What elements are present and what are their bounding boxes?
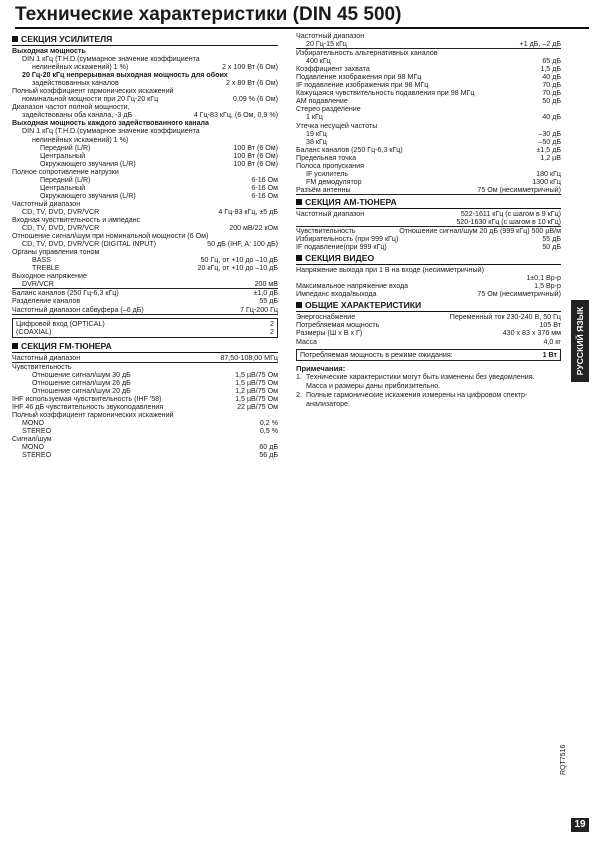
spec-value: 4 Гц-83 кГц, ±5 дБ (218, 207, 278, 216)
spec-row (12, 443, 278, 451)
spec-value: 6-16 Ом (251, 175, 278, 184)
note-item (296, 391, 561, 409)
spec-label: Отношение сигнал/шум 30 дБ (32, 370, 131, 379)
spec-row (12, 240, 278, 248)
spec-row (12, 272, 278, 280)
spec-value: 100 Вт (6 Ом) (233, 151, 278, 160)
spec-value: 87,50-108,00 МГц (220, 353, 278, 362)
spec-label: Передний (L/R) (40, 143, 91, 152)
spec-row (12, 403, 278, 411)
spec-label: Частотный диапазон (12, 199, 81, 208)
spec-label: задействованы оба канала, -3 дБ (22, 111, 133, 120)
spec-label: DIN 1 кГц (T.H.D.(суммарное значение коэффициента (22, 55, 200, 64)
spec-value: 180 кГц (536, 169, 561, 178)
spec-row (296, 162, 561, 170)
spec-value: 40 дБ (542, 73, 561, 82)
spec-label: Избирательность (при 999 кГц) (296, 235, 399, 244)
spec-label: Энергоснабжение (296, 313, 356, 322)
spec-label: 20 Гц-15 кГц (306, 40, 347, 49)
spec-row (12, 216, 278, 224)
spec-row (296, 321, 561, 329)
spec-value: 0,5 % (259, 427, 278, 436)
standby-power-label: Потребляемая мощность в режиме ожидания: (300, 350, 453, 359)
spec-label: Окружающего звучания (L/R) (40, 159, 136, 168)
general-spec-list (296, 313, 561, 345)
spec-label: Входная чувствительность и импеданс (12, 215, 141, 224)
page-title: Технические характеристики (DIN 45 500) (15, 4, 589, 29)
section-heading-amplifier: СЕКЦИЯ УСИЛИТЕЛЯ (12, 34, 278, 46)
section-heading-fm-tuner: СЕКЦИЯ FM-ТЮНЕРА (12, 341, 278, 353)
spec-row (296, 40, 561, 49)
spec-value: 4 Гц-83 кГц, (6 Ом, 0,9 %) (193, 111, 278, 120)
spec-value: 1,5 µВ/75 Ом (235, 394, 278, 403)
spec-row (12, 280, 278, 289)
spec-row (12, 79, 278, 87)
spec-label: DIN 1 кГц (T.H.D.(суммарное значение коэффициента (22, 127, 200, 136)
spec-label: 20 Гц-20 кГц непрерывная выходная мощность для обоих (22, 71, 228, 80)
spec-row (296, 170, 561, 178)
spec-label: задействованных каналов (32, 79, 119, 88)
note-number: 1. (296, 372, 302, 381)
spec-row (296, 138, 561, 146)
spec-row (16, 320, 274, 328)
spec-row (12, 200, 278, 208)
spec-label: IHF используемая чувствительность (IHF '58) (12, 394, 162, 403)
spec-label: Предельная точка (296, 153, 357, 162)
note-text: Полные гармонические искажения измерены на цифровом спектр-анализаторе. (306, 390, 528, 408)
spec-row (12, 136, 278, 144)
spec-label: 19 кГц (306, 129, 327, 138)
spec-value: 200 мВ/22 кОм (229, 224, 278, 233)
spec-row (296, 218, 561, 227)
spec-label: Частотный диапазон (296, 209, 365, 218)
spec-row (296, 89, 561, 97)
left-column (12, 32, 278, 459)
spec-value: 1300 кГц (532, 177, 561, 186)
spec-row (12, 224, 278, 232)
spec-label: номинальной мощности при 20 Гц-20 кГц (22, 95, 159, 104)
spec-row (296, 154, 561, 162)
spec-row (12, 184, 278, 192)
spec-label: CD, TV, DVD, DVR/VCR (DIGITAL INPUT) (22, 240, 157, 249)
spec-row (296, 235, 561, 243)
spec-value: 1,5 дБ (540, 65, 561, 74)
spec-row (12, 103, 278, 111)
spec-value: 55 дБ (259, 297, 278, 306)
spec-value: 430 x 83 x 376 мм (502, 329, 561, 338)
spec-label: Полное сопротивление нагрузки (12, 167, 119, 176)
spec-row (12, 264, 278, 272)
spec-value: 70 дБ (542, 89, 561, 98)
spec-value: 1,2 µВ (540, 153, 561, 162)
spec-row (12, 256, 278, 264)
spec-label: CD, TV, DVD, DVR/VCR (22, 224, 100, 233)
spec-row (12, 47, 278, 55)
spec-label: Органы управления тоном (12, 248, 100, 257)
spec-row (12, 95, 278, 103)
spec-value: 2 (270, 327, 274, 336)
spec-row (12, 176, 278, 184)
spec-value: 55 дБ (542, 235, 561, 244)
spec-label: TREBLE (32, 264, 60, 273)
square-bullet-icon (296, 199, 302, 205)
spec-row (12, 111, 278, 119)
spec-row (12, 63, 278, 71)
spec-row (296, 329, 561, 337)
note-text: Масса и размеры даны приблизительно. (306, 381, 441, 390)
spec-value: 0,2 % (259, 419, 278, 428)
spec-label: Импеданс входа/выхода (296, 290, 377, 299)
spec-value: 50 дБ (542, 97, 561, 106)
spec-label: AM подавление (296, 97, 348, 106)
spec-row (296, 32, 561, 40)
spec-row (12, 55, 278, 63)
note-item (296, 373, 561, 382)
spec-row (12, 87, 278, 95)
spec-label: Диапазон частот полной мощности, (12, 103, 130, 112)
spec-value: 1,2 µВ/75 Ом (235, 386, 278, 395)
spec-row (12, 192, 278, 200)
spec-value: 20 кГц, от +10 до –10 дБ (197, 264, 278, 273)
square-bullet-icon (12, 343, 18, 349)
spec-row (16, 328, 274, 336)
spec-value: –50 дБ (538, 137, 561, 146)
note-number: 2. (296, 390, 302, 399)
spec-row (296, 266, 561, 274)
spec-value: 0,09 % (6 Ом) (232, 95, 278, 104)
spec-value: 75 Ом (несимметричный) (477, 290, 561, 299)
spec-value: 50 дБ (542, 243, 561, 252)
spec-row (12, 435, 278, 443)
section-heading-am-tuner: СЕКЦИЯ AM-ТЮНЕРА (296, 197, 561, 209)
spec-value: 22 µВ/75 Ом (237, 402, 278, 411)
spec-label: Утечка несущей частоты (296, 121, 378, 130)
spec-label: Кажущаяся чувствительность подавления при 98 МГц (296, 89, 475, 98)
spec-row (12, 152, 278, 160)
spec-row (296, 243, 561, 251)
spec-row (12, 379, 278, 387)
spec-row (12, 248, 278, 256)
spec-value: 7 Гц-200 Гц (240, 305, 278, 314)
spec-row (12, 371, 278, 379)
spec-value: 70 дБ (542, 81, 561, 90)
spec-label: Сигнал/шум (12, 435, 52, 444)
spec-label: 1 кГц (306, 113, 323, 122)
spec-row (296, 186, 561, 195)
standby-power-box (296, 349, 561, 361)
spec-row (12, 289, 278, 297)
notes-list (296, 373, 561, 409)
spec-row (12, 363, 278, 371)
spec-label: Выходное напряжение (12, 272, 87, 281)
spec-label: Передний (L/R) (40, 175, 91, 184)
spec-label: Цифровой вход (OPTICAL) (16, 319, 105, 328)
spec-row (296, 73, 561, 81)
spec-label: 400 кГц (306, 57, 331, 66)
spec-row (296, 65, 561, 73)
spec-label: MONO (22, 419, 45, 428)
spec-label: Окружающего звучания (L/R) (40, 191, 136, 200)
spec-value: +1 дБ, –2 дБ (519, 40, 561, 49)
spec-row (12, 451, 278, 459)
spec-label: Чувствительность (12, 362, 72, 371)
spec-label: IHF 46 дБ чувствительность звукоподавления (12, 402, 164, 411)
spec-label: Выходная мощность каждого задействованного канала (12, 119, 209, 128)
spec-value: 6-16 Ом (251, 183, 278, 192)
square-bullet-icon (296, 255, 302, 261)
spec-label: Полоса пропускания (296, 161, 365, 170)
spec-label: 38 кГц (306, 137, 327, 146)
spec-label: Напряжение выхода при 1 В на входе (несимметричный) (296, 266, 484, 275)
spec-row (12, 419, 278, 427)
spec-value: Переменный ток 230-240 В, 50 Гц (449, 313, 561, 322)
spec-label: Отношение сигнал/шум 26 дБ (32, 378, 131, 387)
spec-label: Частотный диапазон (296, 32, 365, 40)
standby-power-value: 1 Вт (542, 350, 557, 359)
spec-row (12, 395, 278, 403)
spec-value: 1,5 µВ/75 Ом (235, 370, 278, 379)
spec-label: IF усилитель (306, 169, 349, 178)
spec-row (296, 113, 561, 121)
spec-label: Потребляемая мощность (296, 321, 380, 330)
spec-label: Стерео разделение (296, 105, 361, 114)
digital-input-box (12, 318, 278, 338)
amplifier-spec-list (12, 47, 278, 315)
spec-value: 50 дБ (IHF, A: 100 дБ) (207, 240, 278, 249)
spec-label: Полный коэффициент гармонических искажений (12, 87, 174, 96)
spec-value: 56 дБ (259, 451, 278, 460)
spec-value: 2 x 80 Вт (6 Ом) (225, 79, 278, 88)
spec-label: Подавление изображения при 98 МГц (296, 73, 422, 82)
spec-row (296, 81, 561, 89)
square-bullet-icon (296, 302, 302, 308)
spec-row (12, 306, 278, 315)
spec-label: Баланс каналов (250 Гц-6,3 кГц) (296, 145, 403, 154)
spec-row (12, 411, 278, 419)
spec-value: –30 дБ (538, 129, 561, 138)
spec-label: IF подавление(при 999 кГц) (296, 243, 387, 252)
spec-label: Чувствительность (296, 227, 356, 236)
section-heading-video: СЕКЦИЯ ВИДЕО (296, 253, 561, 265)
spec-row (12, 168, 278, 176)
spec-row (12, 427, 278, 435)
spec-label: Баланс каналов (250 Гц-6,3 кГц) (12, 289, 119, 298)
spec-row (12, 232, 278, 240)
spec-row (296, 338, 561, 346)
spec-value: 50 Гц, от +10 до –10 дБ (200, 256, 278, 265)
spec-row (296, 282, 561, 290)
spec-label: Масса (296, 337, 317, 346)
spec-label: Полный коэффициент гармонических искажений (12, 410, 174, 419)
spec-label: (COAXIAL) (16, 327, 52, 336)
spec-label: STEREO (22, 451, 52, 460)
spec-label: Максимальное напряжение входа (296, 282, 409, 291)
spec-value: 100 Вт (6 Ом) (233, 143, 278, 152)
spec-label: DVR/VCR (22, 280, 54, 289)
spec-row (296, 227, 561, 235)
spec-row (296, 146, 561, 154)
spec-row (296, 210, 561, 218)
spec-value: 6-16 Ом (251, 191, 278, 200)
spec-label: FM демодулятор (306, 177, 362, 186)
spec-value: 522-1611 кГц (с шагом в 9 кГц) (460, 209, 561, 218)
spec-value: 1,5 Вр-р (534, 282, 561, 291)
spec-label: Избирательность альтернативных каналов (296, 49, 438, 58)
spec-value: 65 дБ (542, 57, 561, 66)
spec-row (296, 97, 561, 105)
spec-label: Разъём антенны (296, 185, 351, 194)
spec-value: 200 мВ (254, 280, 278, 289)
spec-value: 75 Ом (несимметричный) (477, 185, 561, 194)
spec-label: CD, TV, DVD, DVR/VCR (22, 207, 100, 216)
spec-row (12, 354, 278, 363)
spec-row (296, 274, 561, 282)
spec-label: нелинейных искажений) 1 %) (32, 135, 129, 144)
spec-label: Центральный (40, 151, 86, 160)
document-code: RQT7516 (560, 744, 567, 775)
spec-row (12, 119, 278, 127)
note-number (296, 382, 306, 391)
spec-row (12, 160, 278, 168)
spec-row (296, 57, 561, 65)
spec-value: 40 дБ (542, 113, 561, 122)
spec-row (12, 208, 278, 216)
spec-row (296, 130, 561, 138)
spec-value: 520-1630 кГц (с шагом в 10 кГц) (456, 217, 561, 226)
notes-title: Примечания: (296, 363, 346, 373)
spec-label: Разделение каналов (12, 297, 81, 306)
spec-label: Частотный диапазон (12, 353, 81, 362)
page-number: 19 (571, 818, 589, 832)
fm-spec-list (12, 354, 278, 460)
spec-value: 1±0,1 Вр-р (526, 274, 561, 283)
spec-value: 2 x 100 Вт (6 Ом) (222, 63, 278, 72)
spec-label: Выходная мощность (12, 47, 86, 55)
spec-row (296, 122, 561, 130)
note-text: Технические характеристики могут быть изменены без уведомления. (306, 372, 535, 381)
spec-label: IF подавление изображения при 98 МГц (296, 81, 429, 90)
spec-label: Частотный диапазон сабвуфера (–6 дБ) (12, 305, 144, 314)
spec-value: 60 дБ (259, 443, 278, 452)
spec-row (296, 290, 561, 298)
spec-label: Коэффициент захвата (296, 65, 370, 74)
spec-row (12, 297, 278, 305)
spec-value: 2 (270, 319, 274, 328)
section-heading-general: ОБЩИЕ ХАРАКТЕРИСТИКИ (296, 300, 561, 312)
spec-row (296, 178, 561, 186)
spec-value: 105 Вт (539, 321, 561, 330)
video-spec-list (296, 266, 561, 298)
spec-label: Отношение сигнал/шум при номинальной мощности (6 Ом) (12, 232, 209, 241)
am-spec-list (296, 210, 561, 251)
spec-label: Размеры (Ш x В x Г) (296, 329, 363, 338)
spec-row (12, 127, 278, 135)
spec-label: Отношение сигнал/шум 20 дБ (32, 386, 131, 395)
square-bullet-icon (12, 36, 18, 42)
spec-label: Центральный (40, 183, 86, 192)
spec-value: Отношение сигнал/шум 20 дБ (999 кГц) 500 µВ/м (399, 227, 561, 236)
spec-value: 1,5 µВ/75 Ом (235, 378, 278, 387)
spec-row (12, 144, 278, 152)
spec-row (296, 313, 561, 321)
spec-label: MONO (22, 443, 45, 452)
spec-value: ±1,0 дБ (253, 289, 278, 298)
language-tab: РУССКИЙ ЯЗЫК (571, 300, 589, 382)
spec-row (12, 387, 278, 395)
spec-label: нелинейных искажений) 1 %) (32, 63, 129, 72)
spec-value: ±1,5 дБ (536, 145, 561, 154)
spec-row (296, 105, 561, 113)
spec-row (12, 71, 278, 79)
note-item (296, 382, 561, 391)
spec-label: STEREO (22, 427, 52, 436)
fm-spec-list-continued (296, 32, 561, 195)
spec-value: 100 Вт (6 Ом) (233, 159, 278, 168)
spec-row (296, 49, 561, 57)
spec-value: 4,0 кг (543, 337, 561, 346)
spec-label: BASS (32, 256, 51, 265)
right-column (296, 32, 561, 409)
